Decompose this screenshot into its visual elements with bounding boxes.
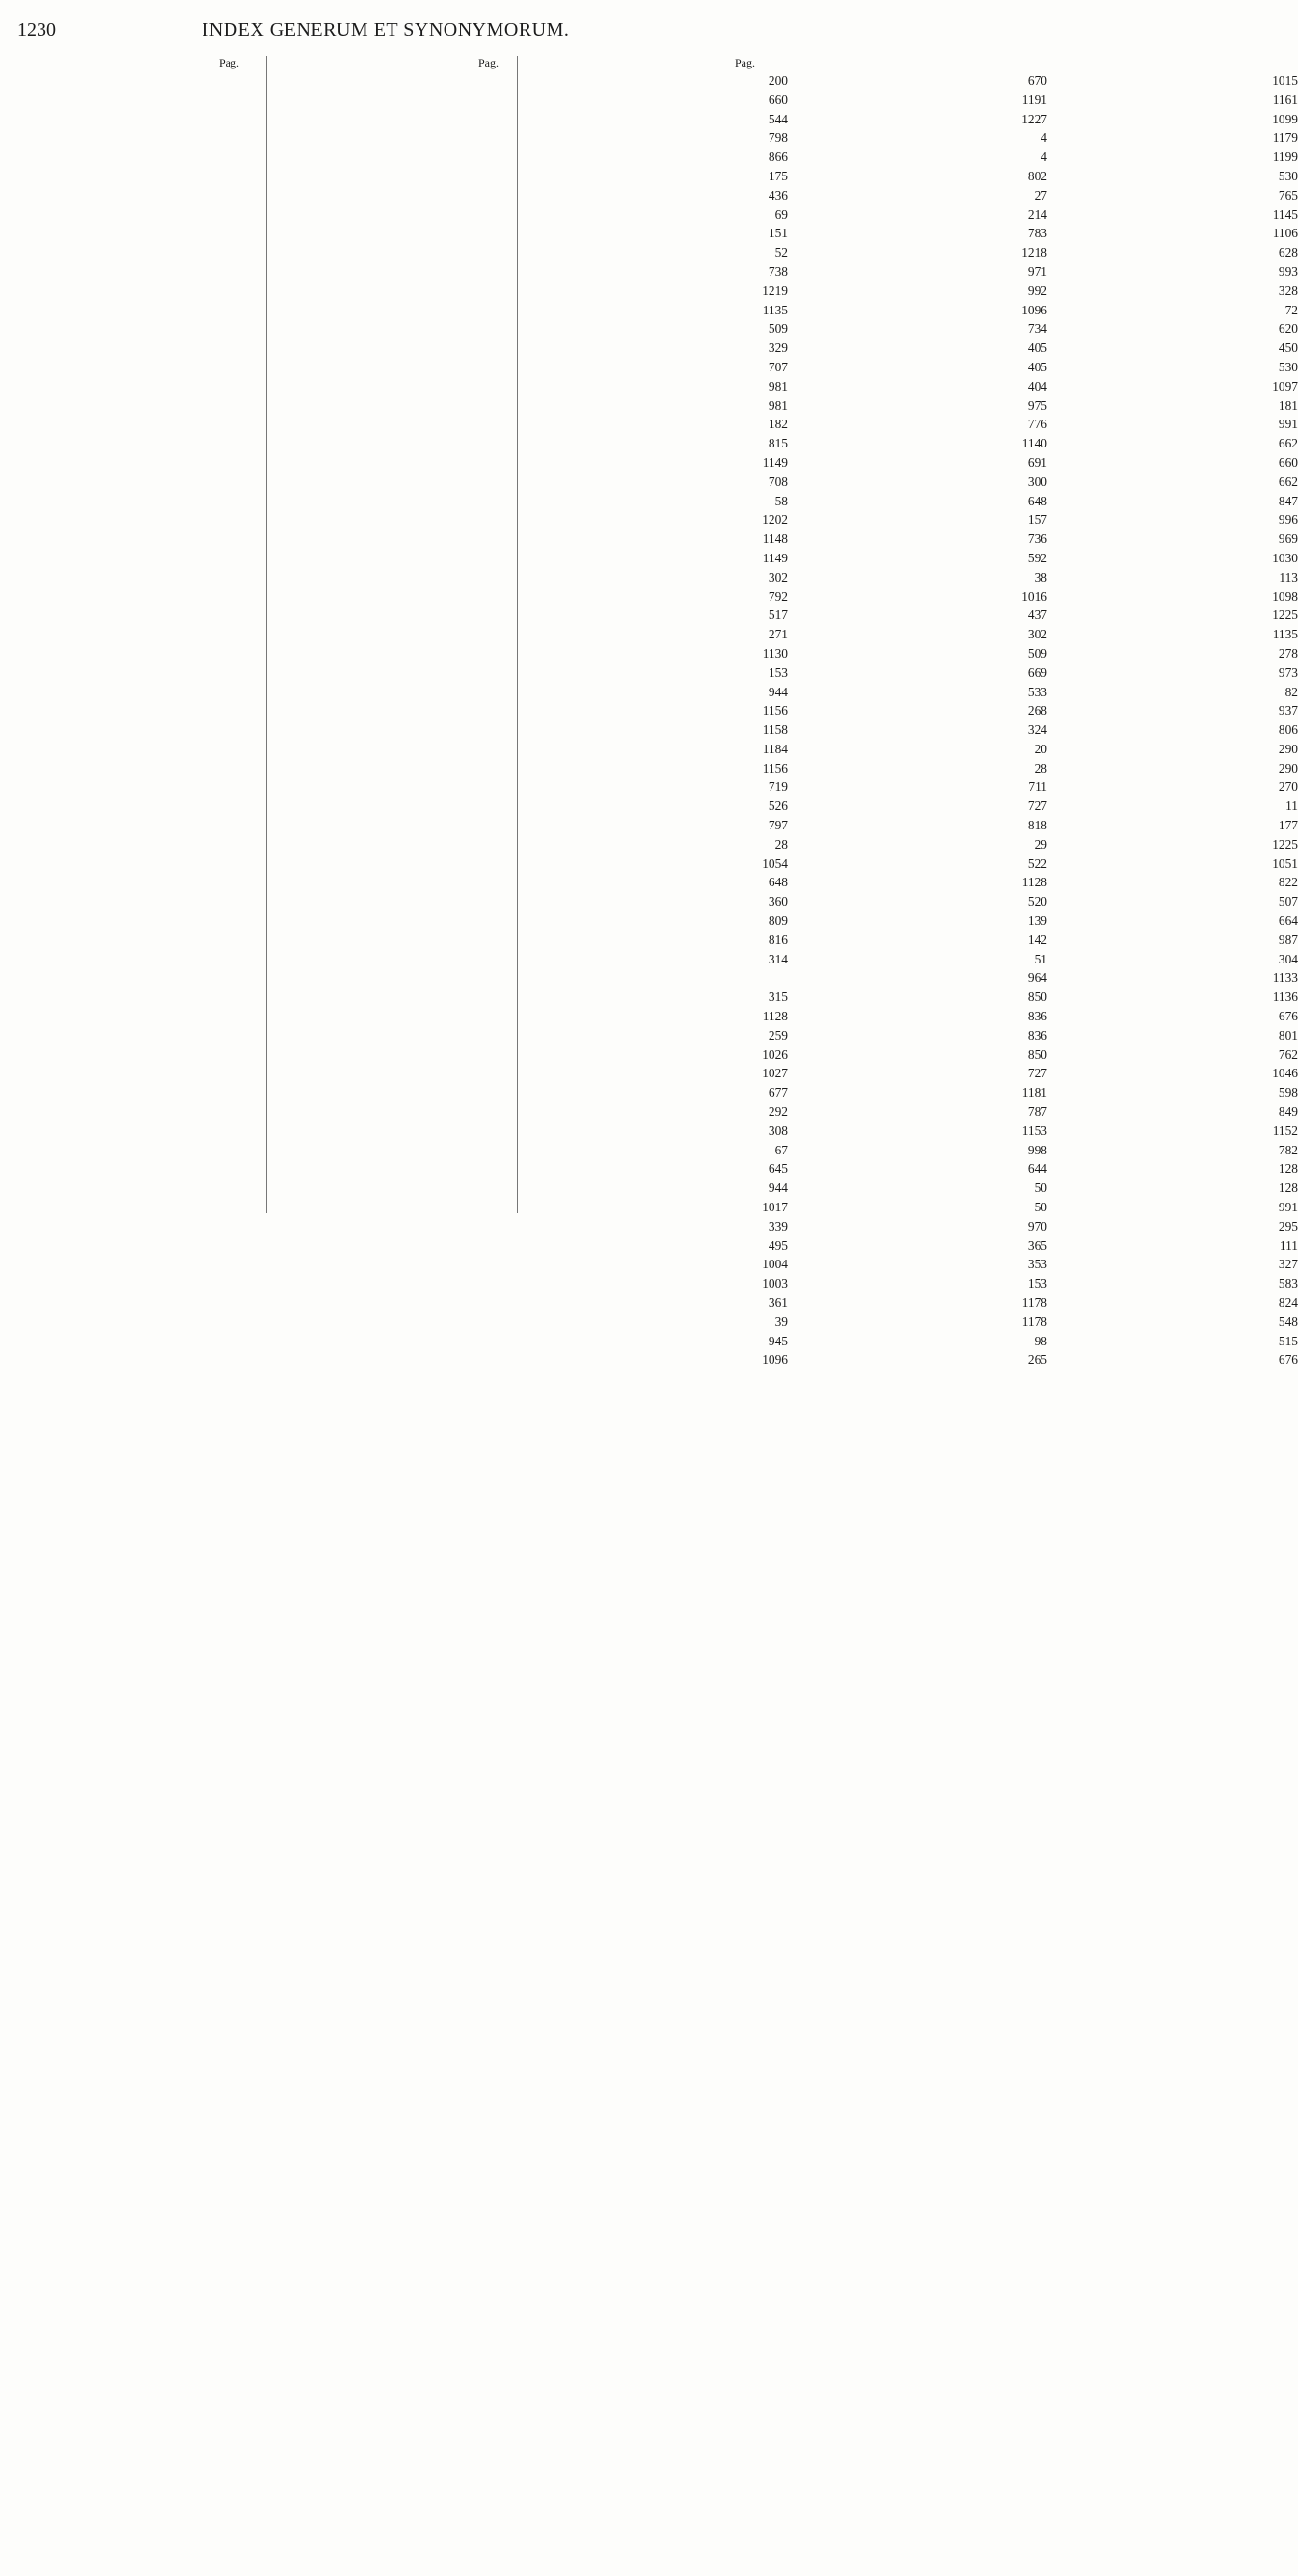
pag-label: Pag. — [735, 56, 755, 69]
entry-page: 776 — [1027, 417, 1047, 432]
entry-page: 38 — [1034, 569, 1047, 584]
entry-page: 1156 — [762, 760, 788, 775]
entry-page: 72 — [1284, 302, 1298, 317]
index-entry — [14, 950, 788, 969]
entry-page: 214 — [1027, 206, 1047, 222]
entry-page: 816 — [768, 932, 788, 947]
entry-page: 1096 — [762, 1352, 788, 1368]
entry-page: 533 — [1027, 684, 1047, 699]
index-entry — [273, 968, 1047, 988]
entry-page: 360 — [768, 894, 788, 909]
entry-page: 544 — [768, 111, 788, 126]
entry-page: 20 — [1034, 741, 1047, 756]
entry-page: 1184 — [762, 741, 788, 756]
entry-page: 29 — [1034, 836, 1047, 852]
index-entry — [14, 319, 788, 339]
entry-page: 992 — [1027, 283, 1047, 298]
entry-page: 964 — [1027, 970, 1047, 986]
entry-page: 818 — [1027, 818, 1047, 833]
entry-page: 648 — [768, 875, 788, 890]
index-entry — [14, 968, 247, 988]
entry-page: 1106 — [1272, 226, 1298, 241]
index-entry — [14, 128, 788, 148]
index-entry — [14, 797, 788, 816]
entry-page: 1128 — [762, 1009, 788, 1024]
entry-page: 404 — [1027, 378, 1047, 393]
entry-page: 969 — [1278, 531, 1298, 547]
entry-page: 1135 — [762, 302, 788, 317]
entry-page: 1161 — [1272, 92, 1298, 107]
index-entry — [14, 110, 788, 129]
entry-page: 662 — [1278, 436, 1298, 451]
entry-page: 177 — [1278, 818, 1298, 833]
entry-page: 52 — [774, 245, 788, 260]
entry-page: 353 — [1027, 1257, 1047, 1272]
entry-page: 971 — [1027, 263, 1047, 279]
index-entry — [14, 854, 788, 874]
entry-page: 58 — [774, 493, 788, 508]
entry-page: 708 — [768, 474, 788, 489]
entry-page: 998 — [1027, 1142, 1047, 1157]
entry-page: 1004 — [762, 1257, 788, 1272]
index-entry — [14, 988, 788, 1007]
entry-page: 711 — [1028, 779, 1047, 795]
page-number: 1230 — [17, 19, 56, 41]
entry-page: 806 — [1278, 722, 1298, 738]
entry-page: 517 — [768, 608, 788, 623]
index-entry — [14, 777, 788, 797]
index-entry — [14, 186, 788, 205]
entry-page: 314 — [768, 951, 788, 966]
entry-page: 836 — [1027, 1027, 1047, 1043]
entry-page: 975 — [1027, 397, 1047, 413]
entry-page: 1130 — [762, 645, 788, 661]
index-entry — [14, 1159, 788, 1179]
entry-page: 11 — [1285, 799, 1298, 814]
entry-page: 308 — [768, 1123, 788, 1138]
entry-page: 4 — [1041, 149, 1047, 165]
entry-page: 128 — [1278, 1180, 1298, 1196]
index-entry — [14, 396, 788, 416]
entry-page: 175 — [768, 168, 788, 183]
entry-page: 792 — [768, 588, 788, 604]
entry-page: 598 — [1278, 1085, 1298, 1100]
index-entry — [14, 91, 788, 110]
index-entry — [14, 473, 788, 492]
entry-page: 128 — [1278, 1161, 1298, 1177]
entry-page: 1149 — [762, 550, 788, 565]
index-entry — [14, 931, 788, 950]
entry-page: 736 — [1027, 531, 1047, 547]
entry-page: 664 — [1278, 913, 1298, 929]
entry-page: 797 — [768, 818, 788, 833]
entry-page: 302 — [1027, 627, 1047, 642]
entry-page: 270 — [1278, 779, 1298, 795]
entry-page: 762 — [1278, 1046, 1298, 1062]
entry-page: 51 — [1034, 951, 1047, 966]
index-entry — [14, 1293, 788, 1313]
entry-page: 290 — [1278, 741, 1298, 756]
entry-page: 1225 — [1272, 836, 1298, 852]
entry-page: 824 — [1278, 1295, 1298, 1310]
entry-page: 1016 — [1021, 588, 1047, 604]
entry-page: 365 — [1027, 1237, 1047, 1253]
entry-page: 1153 — [1021, 1123, 1047, 1138]
entry-page: 182 — [768, 417, 788, 432]
index-entry — [14, 1083, 788, 1102]
entry-page: 592 — [1027, 550, 1047, 565]
entry-page: 142 — [1027, 932, 1047, 947]
entry-page: 1128 — [1021, 875, 1047, 890]
entry-page: 1017 — [762, 1200, 788, 1215]
entry-page: 866 — [768, 149, 788, 165]
index-entry — [14, 1217, 788, 1236]
index-entry — [14, 434, 788, 453]
index-columns — [14, 56, 1298, 1368]
entry-page: 1149 — [762, 454, 788, 470]
entry-page: 1098 — [1272, 588, 1298, 604]
entry-page: 787 — [1027, 1104, 1047, 1120]
entry-page: 1152 — [1272, 1123, 1298, 1138]
entry-page: 28 — [1034, 760, 1047, 775]
index-entry — [14, 1007, 788, 1026]
entry-page: 515 — [1278, 1333, 1298, 1348]
entry-page: 691 — [1027, 454, 1047, 470]
index-entry — [14, 1102, 788, 1122]
entry-page: 304 — [1278, 951, 1298, 966]
entry-page: 660 — [768, 92, 788, 107]
entry-page: 670 — [1027, 73, 1047, 88]
index-entry — [14, 911, 788, 931]
index-entry — [14, 377, 788, 396]
entry-page: 802 — [1027, 168, 1047, 183]
entry-page: 157 — [1027, 512, 1047, 528]
entry-page: 1219 — [762, 283, 788, 298]
entry-page: 50 — [1034, 1200, 1047, 1215]
entry-page: 268 — [1027, 703, 1047, 719]
entry-page: 836 — [1027, 1009, 1047, 1024]
entry-page: 1145 — [1272, 206, 1298, 222]
page-title: INDEX GENERUM ET SYNONYMORUM. — [202, 19, 570, 41]
entry-page: 324 — [1027, 722, 1047, 738]
index-entry — [14, 282, 788, 301]
index-entry — [14, 529, 788, 549]
pag-label: Pag. — [219, 56, 239, 69]
index-entry — [14, 492, 788, 511]
entry-page: 39 — [774, 1314, 788, 1329]
entry-page: 495 — [768, 1237, 788, 1253]
index-entry — [14, 358, 788, 377]
index-entry — [14, 873, 788, 892]
entry-page: 295 — [1278, 1218, 1298, 1234]
entry-page: 1140 — [1021, 436, 1047, 451]
entry-page: 259 — [768, 1027, 788, 1043]
entry-page: 507 — [1278, 894, 1298, 909]
entry-page: 991 — [1278, 1200, 1298, 1215]
index-entry — [14, 1141, 788, 1160]
index-entry — [14, 1255, 788, 1274]
index-entry — [14, 1198, 788, 1217]
entry-page: 644 — [1027, 1161, 1047, 1177]
index-entry — [14, 1026, 788, 1045]
index-entry — [14, 587, 788, 607]
entry-page: 530 — [1278, 168, 1298, 183]
index-entry — [14, 1064, 788, 1083]
index-entry — [14, 644, 788, 664]
index-entry — [14, 71, 788, 91]
entry-page: 1202 — [762, 512, 788, 528]
index-entry — [14, 1350, 788, 1369]
index-entry — [14, 1236, 788, 1256]
entry-page: 520 — [1027, 894, 1047, 909]
entry-page: 727 — [1027, 1066, 1047, 1081]
entry-page: 4 — [1041, 130, 1047, 146]
entry-page: 405 — [1027, 359, 1047, 374]
entry-page: 981 — [768, 378, 788, 393]
entry-page: 660 — [1278, 454, 1298, 470]
entry-page: 113 — [1279, 569, 1298, 584]
entry-page: 676 — [1278, 1352, 1298, 1368]
entry-page: 361 — [768, 1295, 788, 1310]
entry-page: 944 — [768, 684, 788, 699]
index-entry — [14, 339, 788, 358]
entry-page: 1051 — [1272, 855, 1298, 871]
entry-page: 628 — [1278, 245, 1298, 260]
entry-page: 996 — [1278, 512, 1298, 528]
entry-page: 850 — [1027, 1046, 1047, 1062]
entry-page: 28 — [774, 836, 788, 852]
entry-page: 1030 — [1272, 550, 1298, 565]
index-entry — [14, 568, 788, 587]
entry-page: 437 — [1027, 608, 1047, 623]
entry-page: 707 — [768, 359, 788, 374]
entry-page: 822 — [1278, 875, 1298, 890]
entry-page: 1135 — [1272, 627, 1298, 642]
entry-page: 662 — [1278, 474, 1298, 489]
entry-page: 1178 — [1021, 1295, 1047, 1310]
entry-page: 1136 — [1272, 990, 1298, 1005]
entry-page: 583 — [1278, 1276, 1298, 1291]
index-entry — [14, 415, 788, 434]
page-header — [17, 19, 754, 44]
index-entry — [14, 453, 788, 473]
entry-page: 1179 — [1272, 130, 1298, 146]
entry-page: 1015 — [1272, 73, 1298, 88]
entry-page: 509 — [1027, 645, 1047, 661]
entry-page: 677 — [768, 1085, 788, 1100]
index-entry — [14, 816, 788, 835]
entry-page: 991 — [1278, 417, 1298, 432]
entry-page: 783 — [1027, 226, 1047, 241]
entry-page: 1054 — [762, 855, 788, 871]
index-entry — [14, 301, 788, 320]
entry-page: 1133 — [1272, 970, 1298, 986]
entry-page: 944 — [768, 1180, 788, 1196]
entry-page: 82 — [1284, 684, 1298, 699]
pag-label: Pag. — [478, 56, 499, 69]
entry-page: 993 — [1278, 263, 1298, 279]
entry-page: 98 — [1034, 1333, 1047, 1348]
index-entry — [14, 625, 788, 644]
entry-page: 782 — [1278, 1142, 1298, 1157]
entry-page: 450 — [1278, 340, 1298, 356]
entry-page: 339 — [768, 1218, 788, 1234]
entry-page: 405 — [1027, 340, 1047, 356]
entry-page: 719 — [768, 779, 788, 795]
entry-page: 1046 — [1272, 1066, 1298, 1081]
index-entry — [14, 1122, 788, 1141]
index-entry — [14, 148, 788, 167]
index-entry — [14, 167, 788, 186]
index-entry — [14, 510, 788, 529]
entry-page: 987 — [1278, 932, 1298, 947]
entry-page: 292 — [768, 1104, 788, 1120]
entry-page: 328 — [1278, 283, 1298, 298]
entry-page: 530 — [1278, 359, 1298, 374]
entry-page: 278 — [1278, 645, 1298, 661]
entry-page: 153 — [1027, 1276, 1047, 1291]
entry-page: 302 — [768, 569, 788, 584]
index-entry — [14, 892, 788, 911]
index-entry — [14, 1313, 788, 1332]
entry-page: 850 — [1027, 990, 1047, 1005]
index-entry — [14, 683, 788, 702]
entry-page: 290 — [1278, 760, 1298, 775]
entry-page: 300 — [1027, 474, 1047, 489]
entry-page: 945 — [768, 1333, 788, 1348]
entry-page: 1097 — [1272, 378, 1298, 393]
entry-page: 738 — [768, 263, 788, 279]
entry-page: 1218 — [1021, 245, 1047, 260]
entry-page: 937 — [1278, 703, 1298, 719]
entry-page: 1158 — [762, 722, 788, 738]
entry-page: 139 — [1027, 913, 1047, 929]
entry-page: 329 — [768, 340, 788, 356]
entry-page: 849 — [1278, 1104, 1298, 1120]
index-entry — [14, 1332, 788, 1351]
entry-page: 151 — [768, 226, 788, 241]
index-entry — [14, 720, 788, 740]
entry-page: 1199 — [1272, 149, 1298, 165]
entry-page: 765 — [1278, 187, 1298, 203]
entry-page: 526 — [768, 799, 788, 814]
entry-page: 645 — [768, 1161, 788, 1177]
entry-page: 1156 — [762, 703, 788, 719]
index-entry — [14, 664, 788, 683]
entry-page: 1026 — [762, 1046, 788, 1062]
entry-page: 970 — [1027, 1218, 1047, 1234]
entry-page: 1178 — [1021, 1314, 1047, 1329]
entry-page: 522 — [1027, 855, 1047, 871]
entry-page: 1225 — [1272, 608, 1298, 623]
entry-page: 315 — [768, 990, 788, 1005]
entry-page: 271 — [768, 627, 788, 642]
entry-page: 1099 — [1272, 111, 1298, 126]
entry-page: 815 — [768, 436, 788, 451]
entry-page: 1181 — [1021, 1085, 1047, 1100]
entry-page: 265 — [1027, 1352, 1047, 1368]
entry-page: 69 — [774, 206, 788, 222]
entry-page: 801 — [1278, 1027, 1298, 1043]
index-entry — [14, 1274, 788, 1293]
index-column-1 — [14, 56, 788, 1368]
index-entry — [14, 549, 788, 568]
index-entry — [14, 835, 788, 854]
entry-page: 181 — [1278, 397, 1298, 413]
entry-page: 1003 — [762, 1276, 788, 1291]
entry-page: 67 — [774, 1142, 788, 1157]
entry-page: 509 — [768, 321, 788, 337]
index-entry — [14, 262, 788, 282]
entry-page: 727 — [1027, 799, 1047, 814]
entry-page: 1148 — [762, 531, 788, 547]
index-entry — [14, 740, 788, 759]
entry-page: 676 — [1278, 1009, 1298, 1024]
entry-page: 734 — [1027, 321, 1047, 337]
entry-page: 200 — [768, 73, 788, 88]
entry-page: 809 — [768, 913, 788, 929]
entry-page: 981 — [768, 397, 788, 413]
entry-page: 1227 — [1021, 111, 1047, 126]
index-entry — [14, 1045, 788, 1065]
index-entry — [14, 606, 788, 625]
entry-page: 27 — [1034, 187, 1047, 203]
index-entry — [14, 701, 788, 720]
entry-page: 327 — [1278, 1257, 1298, 1272]
entry-page: 50 — [1034, 1180, 1047, 1196]
entry-page: 973 — [1278, 664, 1298, 680]
entry-page: 847 — [1278, 493, 1298, 508]
entry-page: 436 — [768, 187, 788, 203]
index-entry — [14, 224, 788, 243]
entry-page: 111 — [1279, 1237, 1298, 1253]
entry-page: 669 — [1027, 664, 1047, 680]
entry-page: 798 — [768, 130, 788, 146]
index-entry — [14, 1179, 788, 1198]
entry-page: 548 — [1278, 1314, 1298, 1329]
index-entry — [14, 205, 788, 225]
entry-page: 153 — [768, 664, 788, 680]
entry-page: 1191 — [1021, 92, 1047, 107]
entry-page: 1096 — [1021, 302, 1047, 317]
entry-page: 620 — [1278, 321, 1298, 337]
entry-page: 648 — [1027, 493, 1047, 508]
entry-page: 1027 — [762, 1066, 788, 1081]
index-entry — [14, 759, 788, 778]
index-entry — [14, 243, 788, 262]
